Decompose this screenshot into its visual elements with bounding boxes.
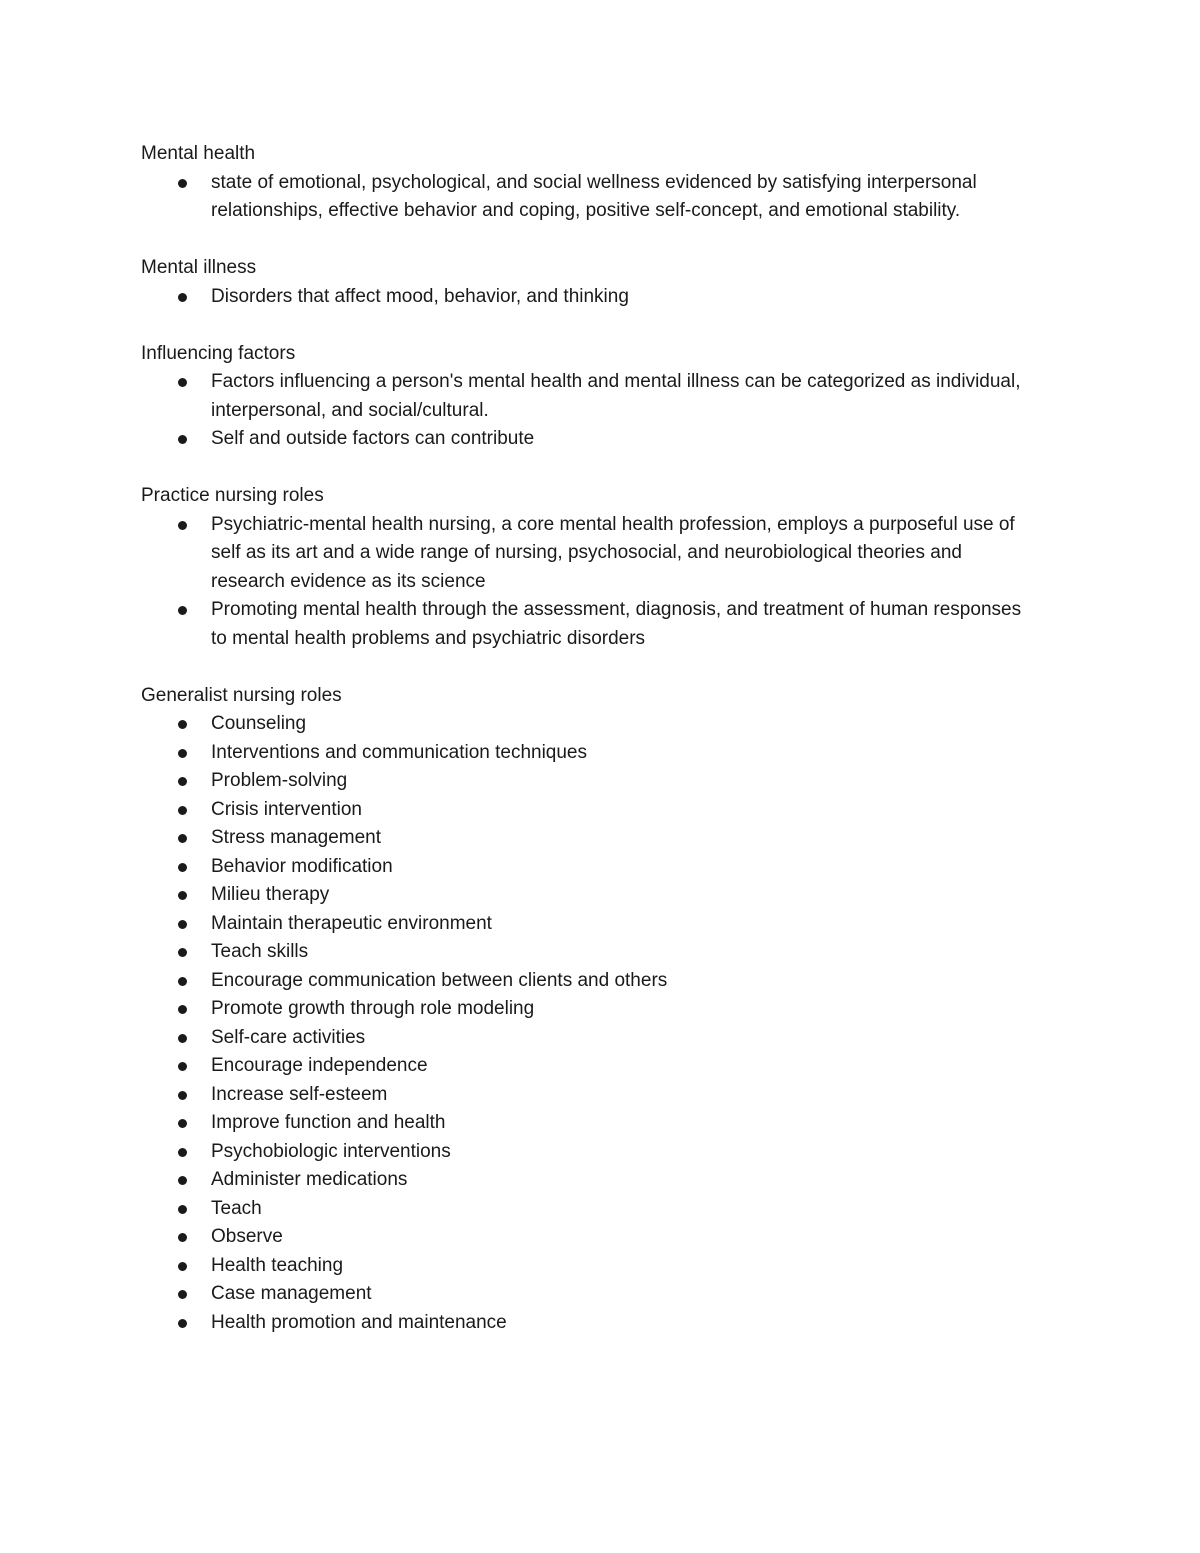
bullet-icon — [178, 1005, 187, 1014]
list-item — [211, 938, 1041, 967]
bullet-list — [141, 511, 1041, 654]
bullet-icon — [178, 1233, 187, 1242]
bullet-icon — [178, 920, 187, 929]
bullet-icon — [178, 891, 187, 900]
list-item-text: Stress management — [211, 827, 382, 848]
list-item-text: Interventions and communication techniques — [211, 741, 588, 763]
section-heading: Mental illness — [141, 257, 257, 278]
list-item-text: Psychiatric-mental health nursing, a core mental health profession, employs a purposeful use of self as its art and a wide range of nursing, psychosocial, and neurobiological theories and research evidence as its science — [211, 513, 1015, 592]
section-influencing-factors — [141, 340, 1041, 454]
section-generalist-nursing-roles — [141, 682, 1041, 1338]
list-item-text: Increase self-esteem — [211, 1083, 388, 1105]
bullet-icon — [178, 1062, 187, 1071]
list-item-text: Self-care activities — [211, 1026, 366, 1048]
bullet-icon — [178, 1319, 187, 1328]
bullet-icon — [178, 777, 187, 786]
bullet-icon — [178, 863, 187, 872]
list-item — [211, 368, 1041, 425]
bullet-icon — [178, 1091, 187, 1100]
list-item — [211, 881, 1041, 910]
list-item-text: Teach — [211, 1197, 262, 1219]
list-item — [211, 1280, 1041, 1309]
bullet-icon — [178, 977, 187, 986]
list-item — [211, 967, 1041, 996]
list-item — [211, 283, 1041, 312]
bullet-list — [141, 710, 1041, 1337]
bullet-icon — [178, 179, 187, 188]
list-item — [211, 1223, 1041, 1252]
bullet-icon — [178, 1205, 187, 1214]
list-item — [211, 1081, 1041, 1110]
list-item-text: state of emotional, psychological, and social wellness evidenced by satisfying interpersonal relationships, effective behavior and coping, positive self-concept, and emotional stability. — [211, 171, 977, 221]
list-item — [211, 910, 1041, 939]
list-item-text: Improve function and health — [211, 1112, 446, 1133]
list-item — [211, 1309, 1041, 1338]
list-item — [211, 995, 1041, 1024]
list-item — [211, 1252, 1041, 1281]
list-item-text: Promoting mental health through the assessment, diagnosis, and treatment of human responses to mental health problems and psychiatric disorders — [211, 599, 1022, 649]
bullet-icon — [178, 521, 187, 530]
list-item — [211, 710, 1041, 739]
list-item — [211, 1138, 1041, 1167]
list-item — [211, 1109, 1041, 1138]
list-item-text: Disorders that affect mood, behavior, and thinking — [211, 285, 629, 307]
bullet-icon — [178, 378, 187, 387]
section-heading: Practice nursing roles — [141, 485, 324, 506]
bullet-icon — [178, 1119, 187, 1128]
list-item — [211, 796, 1041, 825]
list-item-text: Self and outside factors can contribute — [211, 428, 535, 449]
bullet-icon — [178, 435, 187, 444]
section-heading: Influencing factors — [141, 342, 296, 364]
bullet-icon — [178, 834, 187, 843]
bullet-icon — [178, 293, 187, 302]
bullet-icon — [178, 720, 187, 729]
bullet-icon — [178, 1176, 187, 1185]
document-page — [141, 140, 1041, 1337]
list-item-text: Milieu therapy — [211, 884, 330, 905]
list-item-text: Teach skills — [211, 941, 309, 962]
list-item-text: Promote growth through role modeling — [211, 998, 535, 1019]
list-item — [211, 739, 1041, 768]
list-item — [211, 1052, 1041, 1081]
list-item-text: Case management — [211, 1283, 372, 1304]
bullet-icon — [178, 1034, 187, 1043]
list-item-text: Maintain therapeutic environment — [211, 912, 492, 934]
list-item-text: Counseling — [211, 713, 307, 734]
bullet-list — [141, 283, 1041, 312]
list-item-text: Health promotion and maintenance — [211, 1311, 507, 1333]
list-item — [211, 853, 1041, 882]
list-item — [211, 824, 1041, 853]
list-item-text: Crisis intervention — [211, 798, 362, 820]
section-practice-nursing-roles — [141, 482, 1041, 653]
list-item-text: Administer medications — [211, 1169, 408, 1190]
list-item — [211, 169, 1041, 226]
bullet-list — [141, 169, 1041, 226]
list-item-text: Factors influencing a person's mental health and mental illness can be categorized as individual, interpersonal, and social/cultural. — [211, 371, 1021, 421]
list-item — [211, 1024, 1041, 1053]
list-item-text: Psychobiologic interventions — [211, 1140, 451, 1162]
section-heading: Generalist nursing roles — [141, 684, 342, 706]
list-item — [211, 596, 1041, 653]
list-item-text: Observe — [211, 1226, 283, 1247]
bullet-icon — [178, 1262, 187, 1271]
bullet-icon — [178, 948, 187, 957]
bullet-list — [141, 368, 1041, 454]
list-item-text: Problem-solving — [211, 770, 348, 791]
list-item-text: Health teaching — [211, 1254, 344, 1276]
bullet-icon — [178, 1148, 187, 1157]
bullet-icon — [178, 606, 187, 615]
list-item — [211, 511, 1041, 597]
list-item-text: Encourage independence — [211, 1055, 428, 1076]
list-item — [211, 1166, 1041, 1195]
bullet-icon — [178, 749, 187, 758]
list-item-text: Behavior modification — [211, 855, 393, 877]
list-item — [211, 1195, 1041, 1224]
list-item — [211, 425, 1041, 454]
section-heading: Mental health — [141, 143, 256, 164]
list-item-text: Encourage communication between clients and others — [211, 969, 668, 991]
list-item — [211, 767, 1041, 796]
bullet-icon — [178, 806, 187, 815]
section-mental-illness — [141, 254, 1041, 311]
section-mental-health — [141, 140, 1041, 226]
bullet-icon — [178, 1290, 187, 1299]
